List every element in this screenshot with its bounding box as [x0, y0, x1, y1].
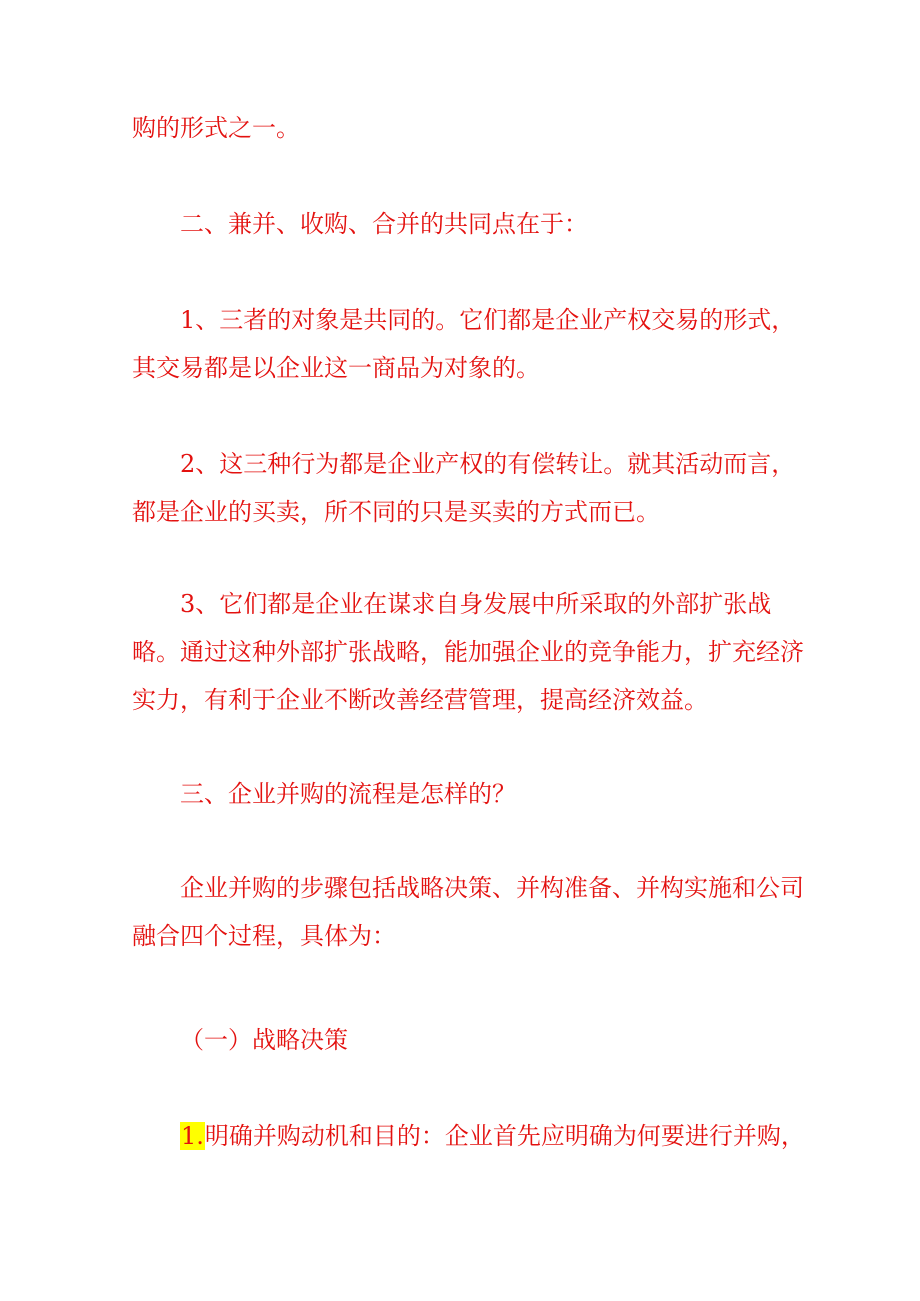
- list-number: 1: [180, 306, 196, 334]
- list-item-3: [132, 580, 812, 724]
- heading-text: 二、兼并、收购、合并的共同点在于：: [180, 210, 588, 238]
- paragraph-text: 购的形式之一。: [132, 114, 300, 142]
- list-item-2: [132, 440, 812, 536]
- list-item-1: [132, 296, 812, 392]
- paragraph-continuation: [132, 104, 812, 152]
- list-item-text: 、它们都是企业在谋求自身发展中所采取的外部扩张战略。通过这种外部扩张战略，能加强企业的竞争能力，扩充经济实力，有利于企业不断改善经营管理，提高经济效益。: [132, 590, 804, 714]
- list-item-strategy-1: [132, 1112, 812, 1160]
- heading-text: 三、企业并购的流程是怎样的？: [180, 780, 516, 808]
- list-number: 3: [180, 590, 196, 618]
- list-item-text: 、三者的对象是共同的。它们都是企业产权交易的形式，其交易都是以企业这一商品为对象的。: [132, 306, 796, 382]
- subsection-heading: [132, 1016, 812, 1064]
- list-item-text: 、这三种行为都是企业产权的有偿转让。就其活动而言，都是企业的买卖，所不同的只是买卖的方式而已。: [132, 450, 796, 526]
- heading-text: （一）战略决策: [180, 1026, 348, 1054]
- section-heading-three: [132, 770, 812, 818]
- body-paragraph: [132, 864, 812, 960]
- list-number: 2: [180, 450, 196, 478]
- list-item-text: 明确并购动机和目的：企业首先应明确为何要进行并购，: [204, 1122, 805, 1150]
- paragraph-text: 企业并购的步骤包括战略决策、并构准备、并构实施和公司融合四个过程，具体为：: [132, 874, 804, 950]
- section-heading-two: [132, 200, 812, 248]
- highlighted-number: 1.: [181, 1122, 204, 1150]
